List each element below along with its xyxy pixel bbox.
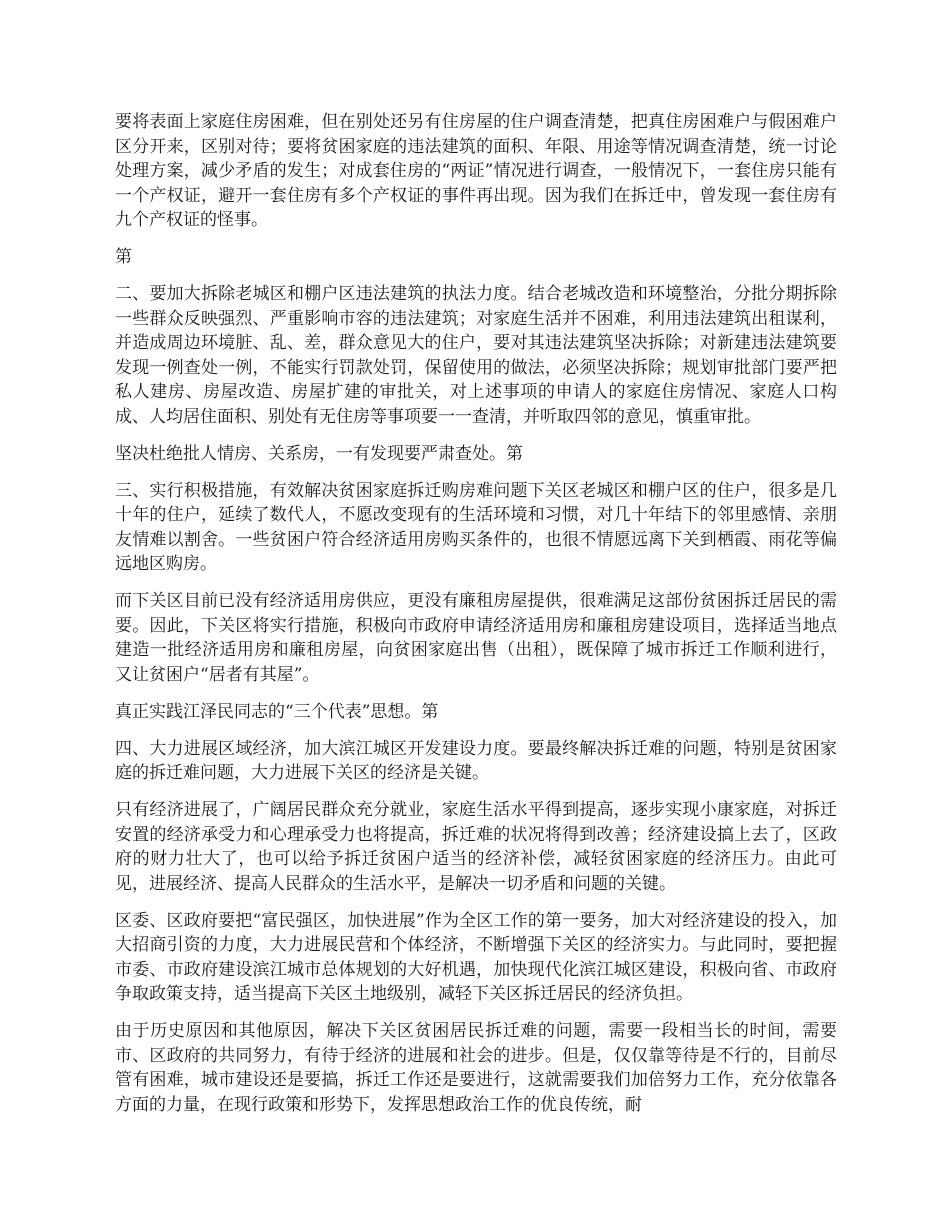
- paragraph-1: 要将表面上家庭住房困难，但在别处还另有住房屋的住户调查清楚，把真住房困难户与假困难户区分开来，区别对待；要将贫困家庭的违法建筑的面积、年限、用途等情况调查清楚，统一讨论处理方案，减少矛盾的发生；对成套住房的“两证”情况进行调查，一般情况下，一套住房只能有一个产权证，避开一套住房有多个产权证的事件再出现。因为我们在拆迁中，曾发现一套住房有九个产权证的怪事。: [115, 112, 837, 230]
- paragraph-9: 只有经济进展了，广阔居民群众充分就业，家庭生活水平得到提高，逐步实现小康家庭，对拆迁安置的经济承受力和心理承受力也将提高，拆迁难的状况将得到改善；经济建设搞上去了，区政府的财力壮大了，也可以给予拆迁贫困户适当的经济补偿，减轻贫困家庭的经济压力。由此可见，进展经济、提高人民群众的生活水平，是解决一切矛盾和问题的关键。: [115, 800, 837, 894]
- paragraph-8: 四、大力进展区域经济，加大滨江城区开发建设力度。要最终解决拆迁难的问题，特别是贫困家庭的拆迁难问题，大力进展下关区的经济是关键。: [115, 738, 837, 783]
- paragraph-10: 区委、区政府要把“富民强区，加快进展”作为全区工作的第一要务，加大对经济建设的投入，加大招商引资的力度，大力进展民营和个体经济，不断增强下关区的经济实力。与此同时，要把握市委、市政府建设滨江城市总体规划的大好机遇，加快现代化滨江城区建设，积极向省、市政府争取政策支持，适当提高下关区土地级别，减轻下关区拆迁居民的经济负担。: [115, 910, 837, 1004]
- paragraph-11: 由于历史原因和其他原因，解决下关区贫困居民拆迁难的问题，需要一段相当长的时间，需要市、区政府的共同努力，有待于经济的进展和社会的进步。但是，仅仅靠等待是不行的，目前尽管有困难，城市建设还是要搞，拆迁工作还是要进行，这就需要我们加倍努力工作，充分依靠各方面的力量，在现行政策和形势下，发挥思想政治工作的优良传统，耐: [115, 1021, 837, 1115]
- paragraph-4: 坚决杜绝批人情房、关系房，一有发现要严肃查处。第: [115, 443, 523, 464]
- paragraph-2: 第: [115, 247, 132, 267]
- paragraph-6: 而下关区目前已没有经济适用房供应，更没有廉租房屋提供，很难满足这部份贫困拆迁居民的需要。因此，下关区将实行措施，积极向市政府申请经济适用房和廉租房建设项目，选择适当地点建造一批经济适用房和廉租房屋，向贫困家庭出售（出租），既保障了城市拆迁工作顺利进行，又让贫困户“居者有其屋”。: [115, 591, 837, 685]
- paragraph-7: 真正实践江泽民同志的“三个代表”思想。第: [115, 701, 439, 722]
- paragraph-5: 三、实行积极措施，有效解决贫困家庭拆迁购房难问题下关区老城区和棚户区的住户，很多是几十年的住户，延续了数代人，不愿改变现有的生活环境和习惯，对几十年结下的邻里感情、亲朋友情难以割舍。一些贫困户符合经济适用房购买条件的，也很不情愿远离下关到栖霞、雨花等偏远地区购房。: [115, 480, 837, 574]
- document-body: [115, 110, 837, 1130]
- paragraph-3: 二、要加大拆除老城区和棚户区违法建筑的执法力度。结合老城改造和环境整治，分批分期拆除一些群众反映强烈、严重影响市容的违法建筑；对家庭生活并不困难，利用违法建筑出租谋利，并造成周边环境脏、乱、差，群众意见大的住户，要对其违法建筑坚决拆除；对新建违法建筑要发现一例查处一例，不能实行罚款处罚，保留使用的做法，必须坚决拆除；规划审批部门要严把私人建房、房屋改造、房屋扩建的审批关，对上述事项的申请人的家庭住房情况、家庭人口构成、人均居住面积、别处有无住房等事项要一一查清，并听取四邻的意见，慎重审批。: [115, 284, 837, 427]
